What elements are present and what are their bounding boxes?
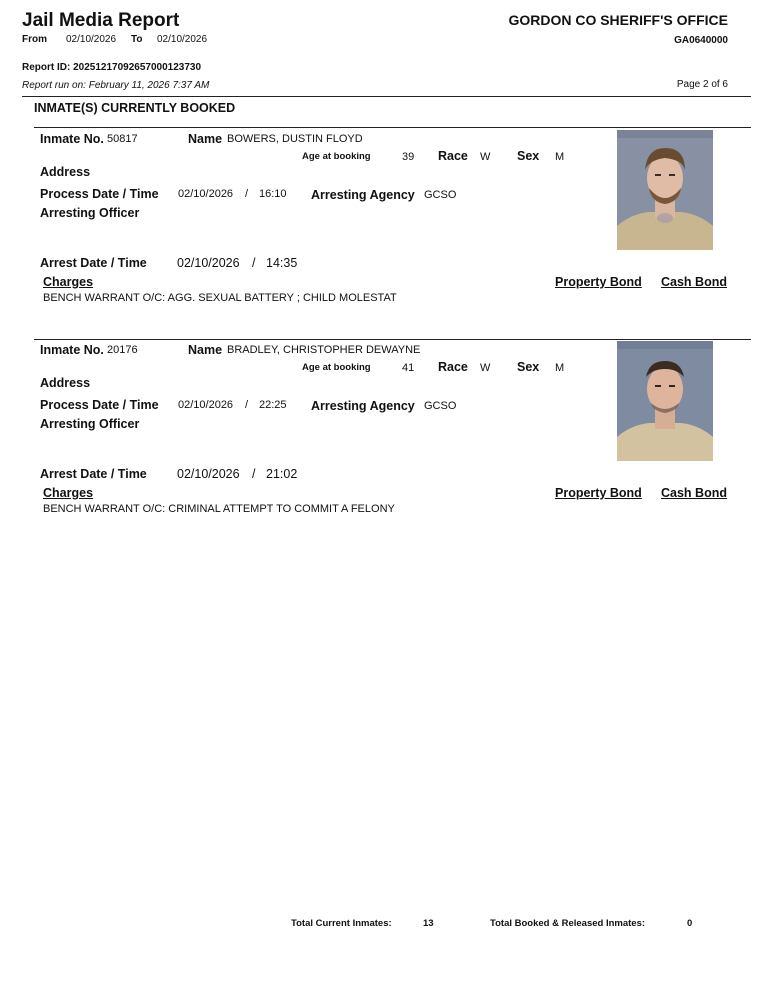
race-value: W: [480, 151, 491, 163]
inmate-divider-1: [34, 127, 751, 128]
arrest-date-label: Arrest Date / Time: [40, 467, 147, 481]
age-label: Age at booking: [302, 362, 371, 373]
report-run-timestamp: Report run on: February 11, 2026 7:37 AM: [22, 80, 210, 91]
property-bond-label: Property Bond: [555, 275, 642, 289]
inmate-no-value: 50817: [107, 133, 138, 145]
total-current-value: 13: [423, 918, 434, 929]
to-date: 02/10/2026: [157, 34, 208, 45]
inmate-photo: [617, 341, 713, 461]
cash-bond-label: Cash Bond: [661, 486, 727, 500]
sex-label: Sex: [517, 360, 540, 374]
process-date-label: Process Date / Time: [40, 398, 159, 412]
arresting-officer-label: Arresting Officer: [40, 417, 140, 431]
inmate-name: BOWERS, DUSTIN FLOYD: [227, 133, 363, 145]
age-value: 39: [402, 151, 415, 163]
arrest-date: 02/10/2026: [177, 467, 240, 481]
arresting-agency-value: GCSO: [424, 400, 457, 412]
arrest-time: 21:02: [266, 467, 298, 481]
process-time: 22:25: [259, 399, 287, 411]
total-booked-released-label: Total Booked & Released Inmates:: [490, 918, 646, 929]
sex-value: M: [555, 362, 565, 374]
charges-label: Charges: [43, 486, 94, 500]
arresting-agency-label: Arresting Agency: [311, 188, 415, 202]
arrest-date-label: Arrest Date / Time: [40, 256, 147, 270]
name-label: Name: [188, 132, 223, 146]
sex-label: Sex: [517, 149, 540, 163]
header-divider: [22, 96, 751, 97]
process-slash: /: [245, 399, 249, 411]
process-date-label: Process Date / Time: [40, 187, 159, 201]
sex-value: M: [555, 151, 565, 163]
charges-label: Charges: [43, 275, 94, 289]
cash-bond-label: Cash Bond: [661, 275, 727, 289]
charges-text: BENCH WARRANT O/C: AGG. SEXUAL BATTERY ; CHILD MOLESTAT: [43, 292, 397, 304]
arrest-time: 14:35: [266, 256, 298, 270]
age-label: Age at booking: [302, 151, 371, 162]
total-booked-released-value: 0: [687, 918, 693, 929]
from-date: 02/10/2026: [66, 34, 117, 45]
process-time: 16:10: [259, 188, 287, 200]
arresting-agency-value: GCSO: [424, 189, 457, 201]
agency-name: GORDON CO SHERIFF'S OFFICE: [508, 12, 728, 28]
arrest-slash: /: [252, 467, 256, 481]
race-label: Race: [438, 149, 468, 163]
total-current-label: Total Current Inmates:: [291, 918, 392, 929]
name-label: Name: [188, 343, 223, 357]
race-value: W: [480, 362, 491, 374]
inmate-no-label: Inmate No.: [40, 343, 104, 357]
inmate-name: BRADLEY, CHRISTOPHER DEWAYNE: [227, 344, 421, 356]
agency-code: GA0640000: [674, 35, 728, 46]
address-label: Address: [40, 376, 91, 390]
page-number: Page 2 of 6: [676, 79, 728, 90]
age-value: 41: [402, 362, 415, 374]
process-slash: /: [245, 188, 249, 200]
address-label: Address: [40, 165, 91, 179]
inmate-no-value: 20176: [107, 344, 138, 356]
race-label: Race: [438, 360, 468, 374]
arrest-slash: /: [252, 256, 256, 270]
report-id: Report ID: 20251217092657000123730: [22, 62, 202, 73]
from-label: From: [22, 34, 47, 45]
process-date: 02/10/2026: [178, 399, 234, 411]
inmate-photo: [617, 130, 713, 250]
report-title: Jail Media Report: [22, 10, 180, 31]
charges-text: BENCH WARRANT O/C: CRIMINAL ATTEMPT TO COMMIT A FELONY: [43, 503, 395, 515]
to-label: To: [131, 34, 143, 45]
inmate-divider-2: [34, 339, 751, 340]
arresting-agency-label: Arresting Agency: [311, 399, 415, 413]
section-title: INMATE(S) CURRENTLY BOOKED: [34, 101, 236, 115]
inmate-no-label: Inmate No.: [40, 132, 104, 146]
arrest-date: 02/10/2026: [177, 256, 240, 270]
arresting-officer-label: Arresting Officer: [40, 206, 140, 220]
process-date: 02/10/2026: [178, 188, 234, 200]
property-bond-label: Property Bond: [555, 486, 642, 500]
